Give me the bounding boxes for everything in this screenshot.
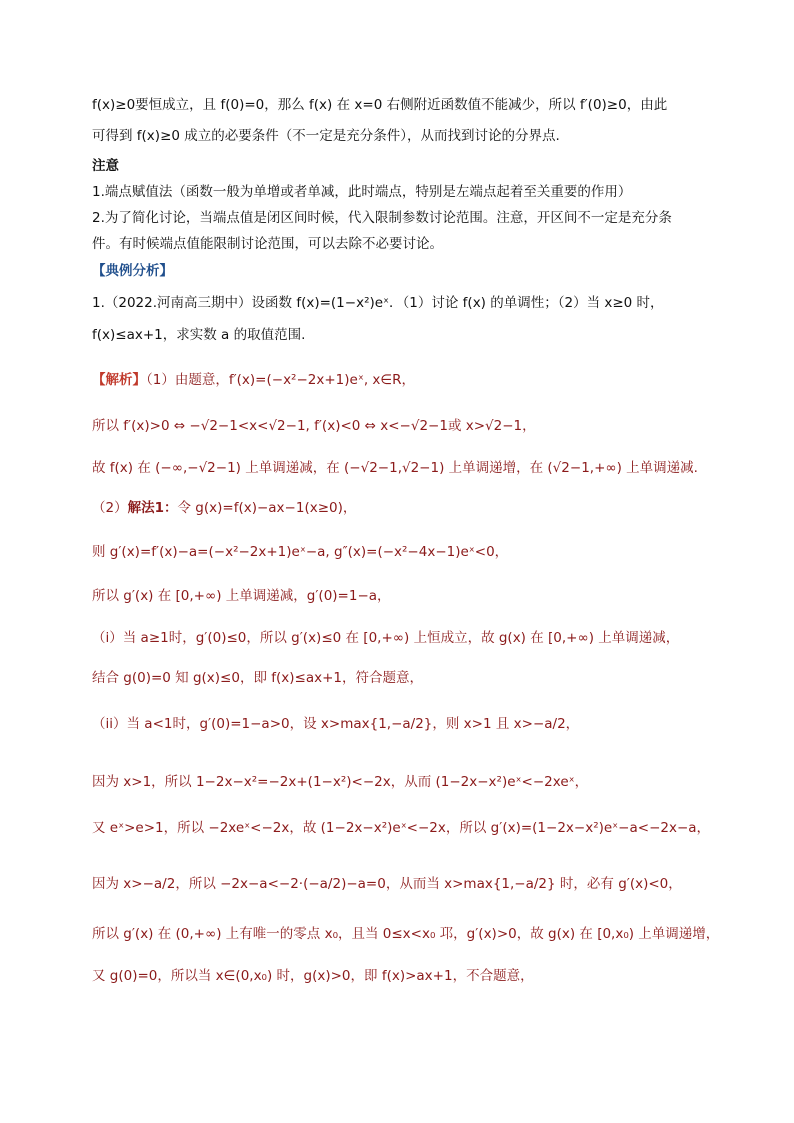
method-text: 令 g(x)=f(x)−ax−1(x≥0)， — [177, 500, 357, 516]
solution-label: 【解析】 — [92, 372, 146, 388]
solution-line-12: 因为 x>−a/2，所以 −2x−a<−2·(−a/2)−a=0，从而当 x>max{1,−a/2} 时，必有 g′(x)<0， — [92, 876, 682, 892]
note-heading: 注意 — [92, 158, 119, 174]
solution-line-3: 故 f(x) 在 (−∞,−√2−1) 上单调递减，在 (−√2−1,√2−1) 上单调递增，在 (√2−1,+∞) 上单调递减. — [92, 460, 698, 476]
problem-statement-1: 1.（2022.河南高三期中）设函数 f(x)=(1−x²)eˣ．（1）讨论 f(x) 的单调性；（2）当 x≥0 时， — [92, 295, 664, 311]
problem-statement-2: f(x)≤ax+1，求实数 a 的取值范围. — [92, 327, 306, 343]
note-item-2-cont: 件。有时候端点值能限制讨论范围，可以去除不必要讨论。 — [92, 236, 443, 252]
solution-line-6: 所以 g′(x) 在 [0,+∞) 上单调递减，g′(0)=1−a， — [92, 588, 391, 604]
solution-line-13: 所以 g′(x) 在 (0,+∞) 上有唯一的零点 x₀，且当 0≤x<x₀ 邛，g′(x)>0，故 g(x) 在 [0,x₀) 上单调递增， — [92, 926, 720, 942]
solution-text: （1）由题意，f′(x)=(−x²−2x+1)eˣ, x∈R， — [146, 372, 416, 388]
method-line — [92, 498, 356, 518]
case-i-line: （i）当 a≥1时，g′(0)≤0，所以 g′(x)≤0 在 [0,+∞) 上恒成立，故 g(x) 在 [0,+∞) 上单调递减， — [92, 630, 680, 646]
case-ii-line: （ii）当 a<1时，g′(0)=1−a>0，设 x>max{1,−a/2}，则 x>1 且 x>−a/2， — [92, 716, 580, 732]
solution-line-5: 则 g′(x)=f′(x)−a=(−x²−2x+1)eˣ−a, g″(x)=(−x²−4x−1)eˣ<0， — [92, 544, 509, 560]
solution-line-10: 因为 x>1，所以 1−2x−x²=−2x+(1−x²)<−2x，从而 (1−2x−x²)eˣ<−2xeˣ， — [92, 774, 589, 790]
note-item-2: 2.为了简化讨论，当端点值是闭区间时候，代入限制参数讨论范围。注意，开区间不一定是充分条 — [92, 210, 672, 226]
solution-line-14: 又 g(0)=0，所以当 x∈(0,x₀) 时，g(x)>0，即 f(x)>ax+1，不合题意， — [92, 968, 534, 984]
solution-line-11: 又 eˣ>e>1，所以 −2xeˣ<−2x，故 (1−2x−x²)eˣ<−2x，所以 g′(x)=(1−2x−x²)eˣ−a<−2x−a， — [92, 820, 711, 836]
solution-line-2: 所以 f′(x)>0 ⇔ −√2−1<x<√2−1, f′(x)<0 ⇔ x<−√2−1或 x>√2−1， — [92, 418, 536, 434]
part-label: （2） — [92, 500, 128, 516]
method-label: 解法1： — [127, 500, 178, 516]
intro-line-2: 可得到 f(x)≥0 成立的必要条件（不一定是充分条件），从而找到讨论的分界点. — [92, 128, 560, 144]
solution-line-1 — [92, 370, 415, 390]
section-heading-examples: 【典例分析】 — [92, 263, 173, 279]
note-item-1: 1.端点赋值法（函数一般为单增或者单减，此时端点，特别是左端点起着至关重要的作用） — [92, 184, 632, 200]
intro-line-1: f(x)≥0要恒成立，且 f(0)=0，那么 f(x) 在 x=0 右侧附近函数值不能减少，所以 f′(0)≥0，由此 — [92, 97, 668, 113]
case-i-conclusion: 结合 g(0)=0 知 g(x)≤0，即 f(x)≤ax+1，符合题意， — [92, 670, 424, 686]
